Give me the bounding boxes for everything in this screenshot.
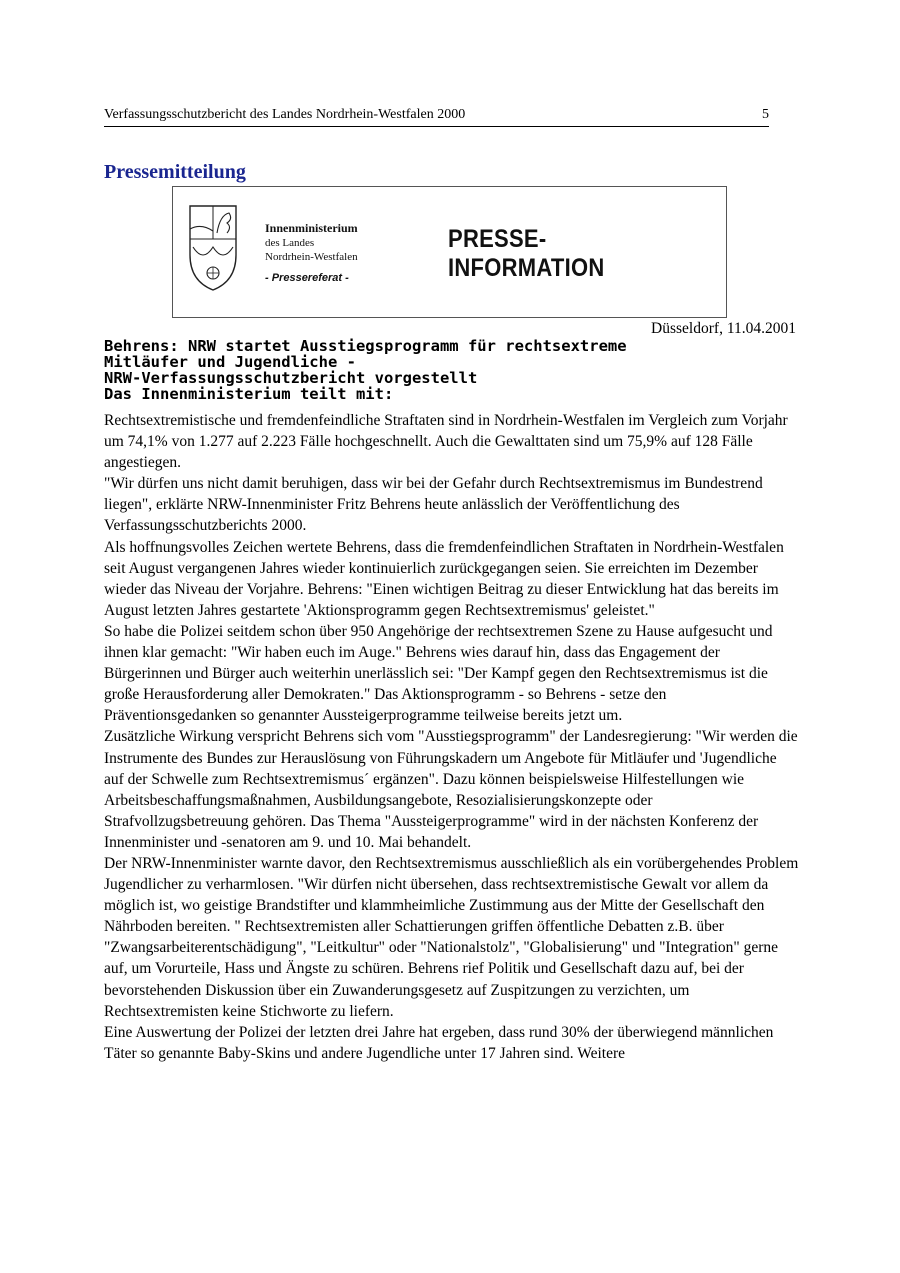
ministry-line-2: des Landes — [265, 237, 315, 249]
paragraph: Rechtsextremistische und fremdenfeindliche Straftaten sind in Nordrhein-Westfalen im Vergleich zum Vorjahr um 74,1% von 1.277 auf 2.223 Fälle hochgeschnellt. Auch die Gewalttaten sind um 75,9% auf 128 Fälle angestiegen. — [104, 412, 788, 472]
headline-line: Mitläufer und Jugendliche - — [104, 353, 356, 371]
headline-line: NRW-Verfassungsschutzbericht vorgestellt — [104, 369, 478, 387]
paragraph: So habe die Polizei seitdem schon über 950 Angehörige der rechtsextremen Szene zu Hause aufgesucht und ihnen klar gemacht: "Wir haben euch im Auge." Behrens wies darauf hin, dass das Engagement der Bürgerinnen und Bürger auch weiterhin unerlässlich sei: "Der Kampf gegen den Rechtsextremismus ist die große Herausforderung aller Demokraten." Das Aktionsprogramm - so Behrens - setze den Präventionsgedanken so genannter Aussteigerprogramme teilweise bereits jetzt um. — [104, 622, 773, 725]
headline-line: Das Innenministerium teilt mit: — [104, 385, 394, 403]
dateline: Düsseldorf, 11.04.2001 — [651, 320, 796, 337]
paragraph: Zusätzliche Wirkung verspricht Behrens sich vom "Ausstiegsprogramm" der Landesregierung: "Wir werden die Instrumente des Bundes zur Herauslösung von Führungskadern um Angebote für Mitläufer und 'Jugendliche auf der Schwelle zum Rechtsextremismus´ ergänzen". Dazu können beispielsweise Hilfestellungen wie Arbeitsbeschaffungsmaßnahmen, Ausbildungsangebote, Resozialisierungskonzepte oder Strafvollzugsbetreuung gehören. Das Thema "Aussteigerprogramme" wird in der nächsten Konferenz der Innenminister und -senatoren am 9. und 10. Mai behandelt. — [104, 728, 798, 851]
section-title: Pressemitteilung — [104, 161, 246, 183]
press-information-banner — [172, 186, 727, 318]
header-title: Verfassungsschutzbericht des Landes Nordrhein-Westfalen 2000 — [104, 107, 466, 122]
paragraph: Als hoffnungsvolles Zeichen wertete Behrens, dass die fremdenfeindlichen Straftaten in Nordrhein-Westfalen seit August vergangenen Jahres wieder kontinuierlich zurückgegangen seien. Sie erreichten im Dezember wieder das Niveau der Vorjahre. Behrens: "Einen wichtigen Beitrag zu dieser Entwicklung hat das bereits im August letzten Jahres gestartete 'Aktionsprogramm gegen Rechtsextremismus' geleistet." — [104, 538, 784, 619]
press-department: - Pressereferat - — [265, 272, 349, 284]
ministry-line-1: Innenministerium — [265, 221, 358, 235]
paragraph: Der NRW-Innenminister warnte davor, den Rechtsextremismus ausschließlich als ein vorübergehendes Problem Jugendlicher zu verharmlosen. "Wir dürfen nicht übersehen, dass rechtsextremistische Gewalt vor allem da möglich ist, wo geistige Brandstifter und klammheimliche Zustimmung aus der Mitte der Gesellschaft den Nährboden bereiten. " Rechtsextremisten aller Schattierungen griffen öffentliche Debatten z.B. über "Zwangsarbeiterentschädigung", "Leitkultur" oder "Nationalstolz", "Globalisierung" und "Integration" gerne auf, um Vorurteile, Hass und Ängste zu schüren. Behrens rief Politik und Gesellschaft dazu auf, bei der bevorstehenden Diskussion über ein Zuwanderungsgesetz auf Zuspitzungen zu verzichten, um Rechtsextremisten keine Stichworte zu liefern. — [104, 854, 799, 1020]
press-information-label: PRESSE-INFORMATION — [448, 225, 605, 282]
paragraph: "Wir dürfen uns nicht damit beruhigen, dass wir bei der Gefahr durch Rechtsextremismus im Bundestrend liegen", erklärte NRW-Innenminister Fritz Behrens heute anlässlich der Veröffentlichung des Verfassungsschutzberichts 2000. — [104, 475, 763, 535]
article-body — [104, 410, 800, 1064]
page-number: 5 — [762, 107, 769, 122]
ministry-name — [265, 221, 358, 285]
ministry-line-3: Nordrhein-Westfalen — [265, 251, 358, 263]
running-header — [104, 106, 769, 127]
headline-line: Behrens: NRW startet Ausstiegsprogramm für rechtsextreme — [104, 337, 627, 355]
paragraph: Eine Auswertung der Polizei der letzten drei Jahre hat ergeben, dass rund 30% der überwiegend männlichen Täter so genannte Baby-Skins und andere Jugendliche unter 17 Jahren sind. Weitere — [104, 1023, 774, 1062]
nrw-coat-of-arms-icon — [187, 203, 239, 293]
headline — [104, 338, 804, 402]
